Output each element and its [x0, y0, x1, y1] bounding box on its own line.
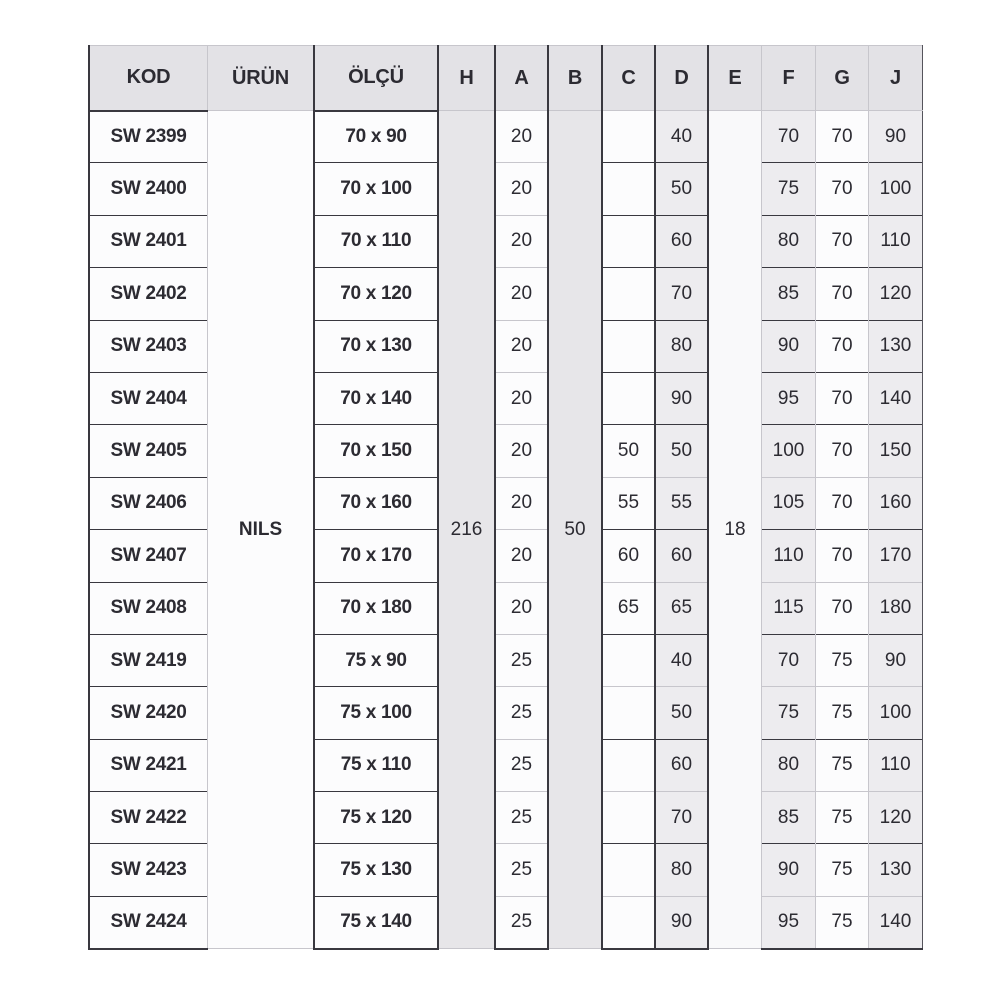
header-f: F: [762, 46, 816, 111]
cell-f-value: 80: [762, 739, 816, 791]
cell-a-value: 20: [495, 582, 548, 634]
cell-c-value: [602, 163, 655, 215]
cell-olcu: 70 x 180: [314, 582, 438, 634]
cell-j-value: 90: [869, 634, 923, 686]
cell-a-value: 25: [495, 687, 548, 739]
cell-kod: SW 2421: [89, 739, 208, 791]
cell-c-value: [602, 792, 655, 844]
cell-d-value: 90: [655, 896, 708, 948]
table-body: [89, 111, 923, 949]
cell-d-value: 90: [655, 372, 708, 424]
cell-f-value: 90: [762, 844, 816, 896]
cell-c-value: [602, 634, 655, 686]
cell-g-value: 75: [816, 687, 869, 739]
cell-f-value: 70: [762, 634, 816, 686]
cell-j-value: 110: [869, 215, 923, 267]
cell-d-value: 40: [655, 111, 708, 163]
cell-g-value: 70: [816, 582, 869, 634]
cell-d-value: 80: [655, 844, 708, 896]
cell-c-value: [602, 739, 655, 791]
cell-urun-merged: NILS: [208, 111, 315, 949]
cell-a-value: 20: [495, 215, 548, 267]
cell-j-value: 180: [869, 582, 923, 634]
cell-d-value: 65: [655, 582, 708, 634]
header-d: D: [655, 46, 708, 111]
cell-a-value: 20: [495, 477, 548, 529]
cell-kod: SW 2422: [89, 792, 208, 844]
cell-j-value: 140: [869, 896, 923, 948]
cell-j-value: 90: [869, 111, 923, 163]
cell-f-value: 95: [762, 896, 816, 948]
cell-f-value: 80: [762, 215, 816, 267]
header-j: J: [869, 46, 923, 111]
cell-olcu: 75 x 130: [314, 844, 438, 896]
cell-kod: SW 2424: [89, 896, 208, 948]
cell-kod: SW 2402: [89, 268, 208, 320]
cell-olcu: 70 x 130: [314, 320, 438, 372]
cell-kod: SW 2407: [89, 530, 208, 582]
cell-c-value: 50: [602, 425, 655, 477]
cell-c-value: [602, 215, 655, 267]
cell-olcu: 70 x 170: [314, 530, 438, 582]
cell-f-value: 75: [762, 687, 816, 739]
header-kod: KOD: [89, 46, 208, 111]
cell-olcu: 75 x 90: [314, 634, 438, 686]
cell-kod: SW 2423: [89, 844, 208, 896]
cell-kod: SW 2408: [89, 582, 208, 634]
cell-olcu: 75 x 100: [314, 687, 438, 739]
cell-j-value: 130: [869, 320, 923, 372]
cell-a-value: 25: [495, 844, 548, 896]
cell-f-value: 75: [762, 163, 816, 215]
cell-g-value: 75: [816, 896, 869, 948]
cell-g-value: 75: [816, 634, 869, 686]
cell-j-value: 110: [869, 739, 923, 791]
cell-g-value: 70: [816, 320, 869, 372]
cell-j-value: 140: [869, 372, 923, 424]
cell-j-value: 130: [869, 844, 923, 896]
cell-d-value: 80: [655, 320, 708, 372]
cell-d-value: 50: [655, 425, 708, 477]
header-e: E: [708, 46, 762, 111]
cell-h-merged: 216: [438, 111, 495, 949]
cell-f-value: 100: [762, 425, 816, 477]
cell-g-value: 70: [816, 477, 869, 529]
cell-a-value: 20: [495, 425, 548, 477]
cell-a-value: 20: [495, 320, 548, 372]
cell-c-value: [602, 844, 655, 896]
cell-a-value: 20: [495, 111, 548, 163]
cell-a-value: 25: [495, 634, 548, 686]
cell-j-value: 120: [869, 268, 923, 320]
cell-g-value: 70: [816, 530, 869, 582]
cell-g-value: 70: [816, 268, 869, 320]
cell-f-value: 110: [762, 530, 816, 582]
cell-kod: SW 2400: [89, 163, 208, 215]
table-row: [89, 111, 923, 163]
header-g: G: [816, 46, 869, 111]
cell-a-value: 20: [495, 163, 548, 215]
cell-kod: SW 2420: [89, 687, 208, 739]
cell-olcu: 75 x 140: [314, 896, 438, 948]
cell-olcu: 70 x 120: [314, 268, 438, 320]
spec-table: [88, 45, 923, 950]
cell-f-value: 95: [762, 372, 816, 424]
header-row: [89, 46, 923, 111]
cell-olcu: 70 x 100: [314, 163, 438, 215]
header-b: B: [548, 46, 602, 111]
cell-kod: SW 2399: [89, 111, 208, 163]
cell-olcu: 70 x 150: [314, 425, 438, 477]
header-c: C: [602, 46, 655, 111]
cell-d-value: 50: [655, 163, 708, 215]
cell-j-value: 100: [869, 163, 923, 215]
cell-c-value: [602, 268, 655, 320]
cell-olcu: 70 x 110: [314, 215, 438, 267]
cell-f-value: 105: [762, 477, 816, 529]
cell-g-value: 70: [816, 425, 869, 477]
cell-kod: SW 2419: [89, 634, 208, 686]
header-olcu: ÖLÇÜ: [314, 46, 438, 111]
cell-c-value: [602, 111, 655, 163]
cell-g-value: 70: [816, 372, 869, 424]
cell-kod: SW 2406: [89, 477, 208, 529]
cell-a-value: 25: [495, 739, 548, 791]
cell-f-value: 90: [762, 320, 816, 372]
cell-j-value: 100: [869, 687, 923, 739]
header-a: A: [495, 46, 548, 111]
cell-j-value: 120: [869, 792, 923, 844]
cell-j-value: 150: [869, 425, 923, 477]
cell-f-value: 115: [762, 582, 816, 634]
cell-d-value: 60: [655, 530, 708, 582]
cell-olcu: 75 x 120: [314, 792, 438, 844]
cell-g-value: 70: [816, 111, 869, 163]
cell-d-value: 60: [655, 215, 708, 267]
cell-kod: SW 2405: [89, 425, 208, 477]
cell-c-value: 60: [602, 530, 655, 582]
cell-c-value: [602, 687, 655, 739]
cell-olcu: 75 x 110: [314, 739, 438, 791]
header-h: H: [438, 46, 495, 111]
cell-j-value: 160: [869, 477, 923, 529]
cell-a-value: 20: [495, 268, 548, 320]
cell-c-value: [602, 896, 655, 948]
cell-c-value: [602, 372, 655, 424]
cell-d-value: 55: [655, 477, 708, 529]
cell-olcu: 70 x 140: [314, 372, 438, 424]
cell-g-value: 70: [816, 163, 869, 215]
cell-d-value: 40: [655, 634, 708, 686]
cell-a-value: 25: [495, 792, 548, 844]
cell-c-value: [602, 320, 655, 372]
cell-f-value: 85: [762, 268, 816, 320]
cell-a-value: 25: [495, 896, 548, 948]
cell-g-value: 70: [816, 215, 869, 267]
cell-d-value: 70: [655, 268, 708, 320]
cell-d-value: 60: [655, 739, 708, 791]
cell-f-value: 85: [762, 792, 816, 844]
cell-g-value: 75: [816, 844, 869, 896]
cell-c-value: 55: [602, 477, 655, 529]
cell-e-merged: 18: [708, 111, 762, 949]
header-urun: ÜRÜN: [208, 46, 315, 111]
cell-d-value: 50: [655, 687, 708, 739]
cell-olcu: 70 x 160: [314, 477, 438, 529]
cell-c-value: 65: [602, 582, 655, 634]
cell-olcu: 70 x 90: [314, 111, 438, 163]
cell-b-merged: 50: [548, 111, 602, 949]
cell-g-value: 75: [816, 792, 869, 844]
cell-kod: SW 2401: [89, 215, 208, 267]
cell-kod: SW 2404: [89, 372, 208, 424]
cell-a-value: 20: [495, 530, 548, 582]
cell-d-value: 70: [655, 792, 708, 844]
cell-a-value: 20: [495, 372, 548, 424]
cell-kod: SW 2403: [89, 320, 208, 372]
cell-f-value: 70: [762, 111, 816, 163]
cell-g-value: 75: [816, 739, 869, 791]
cell-j-value: 170: [869, 530, 923, 582]
